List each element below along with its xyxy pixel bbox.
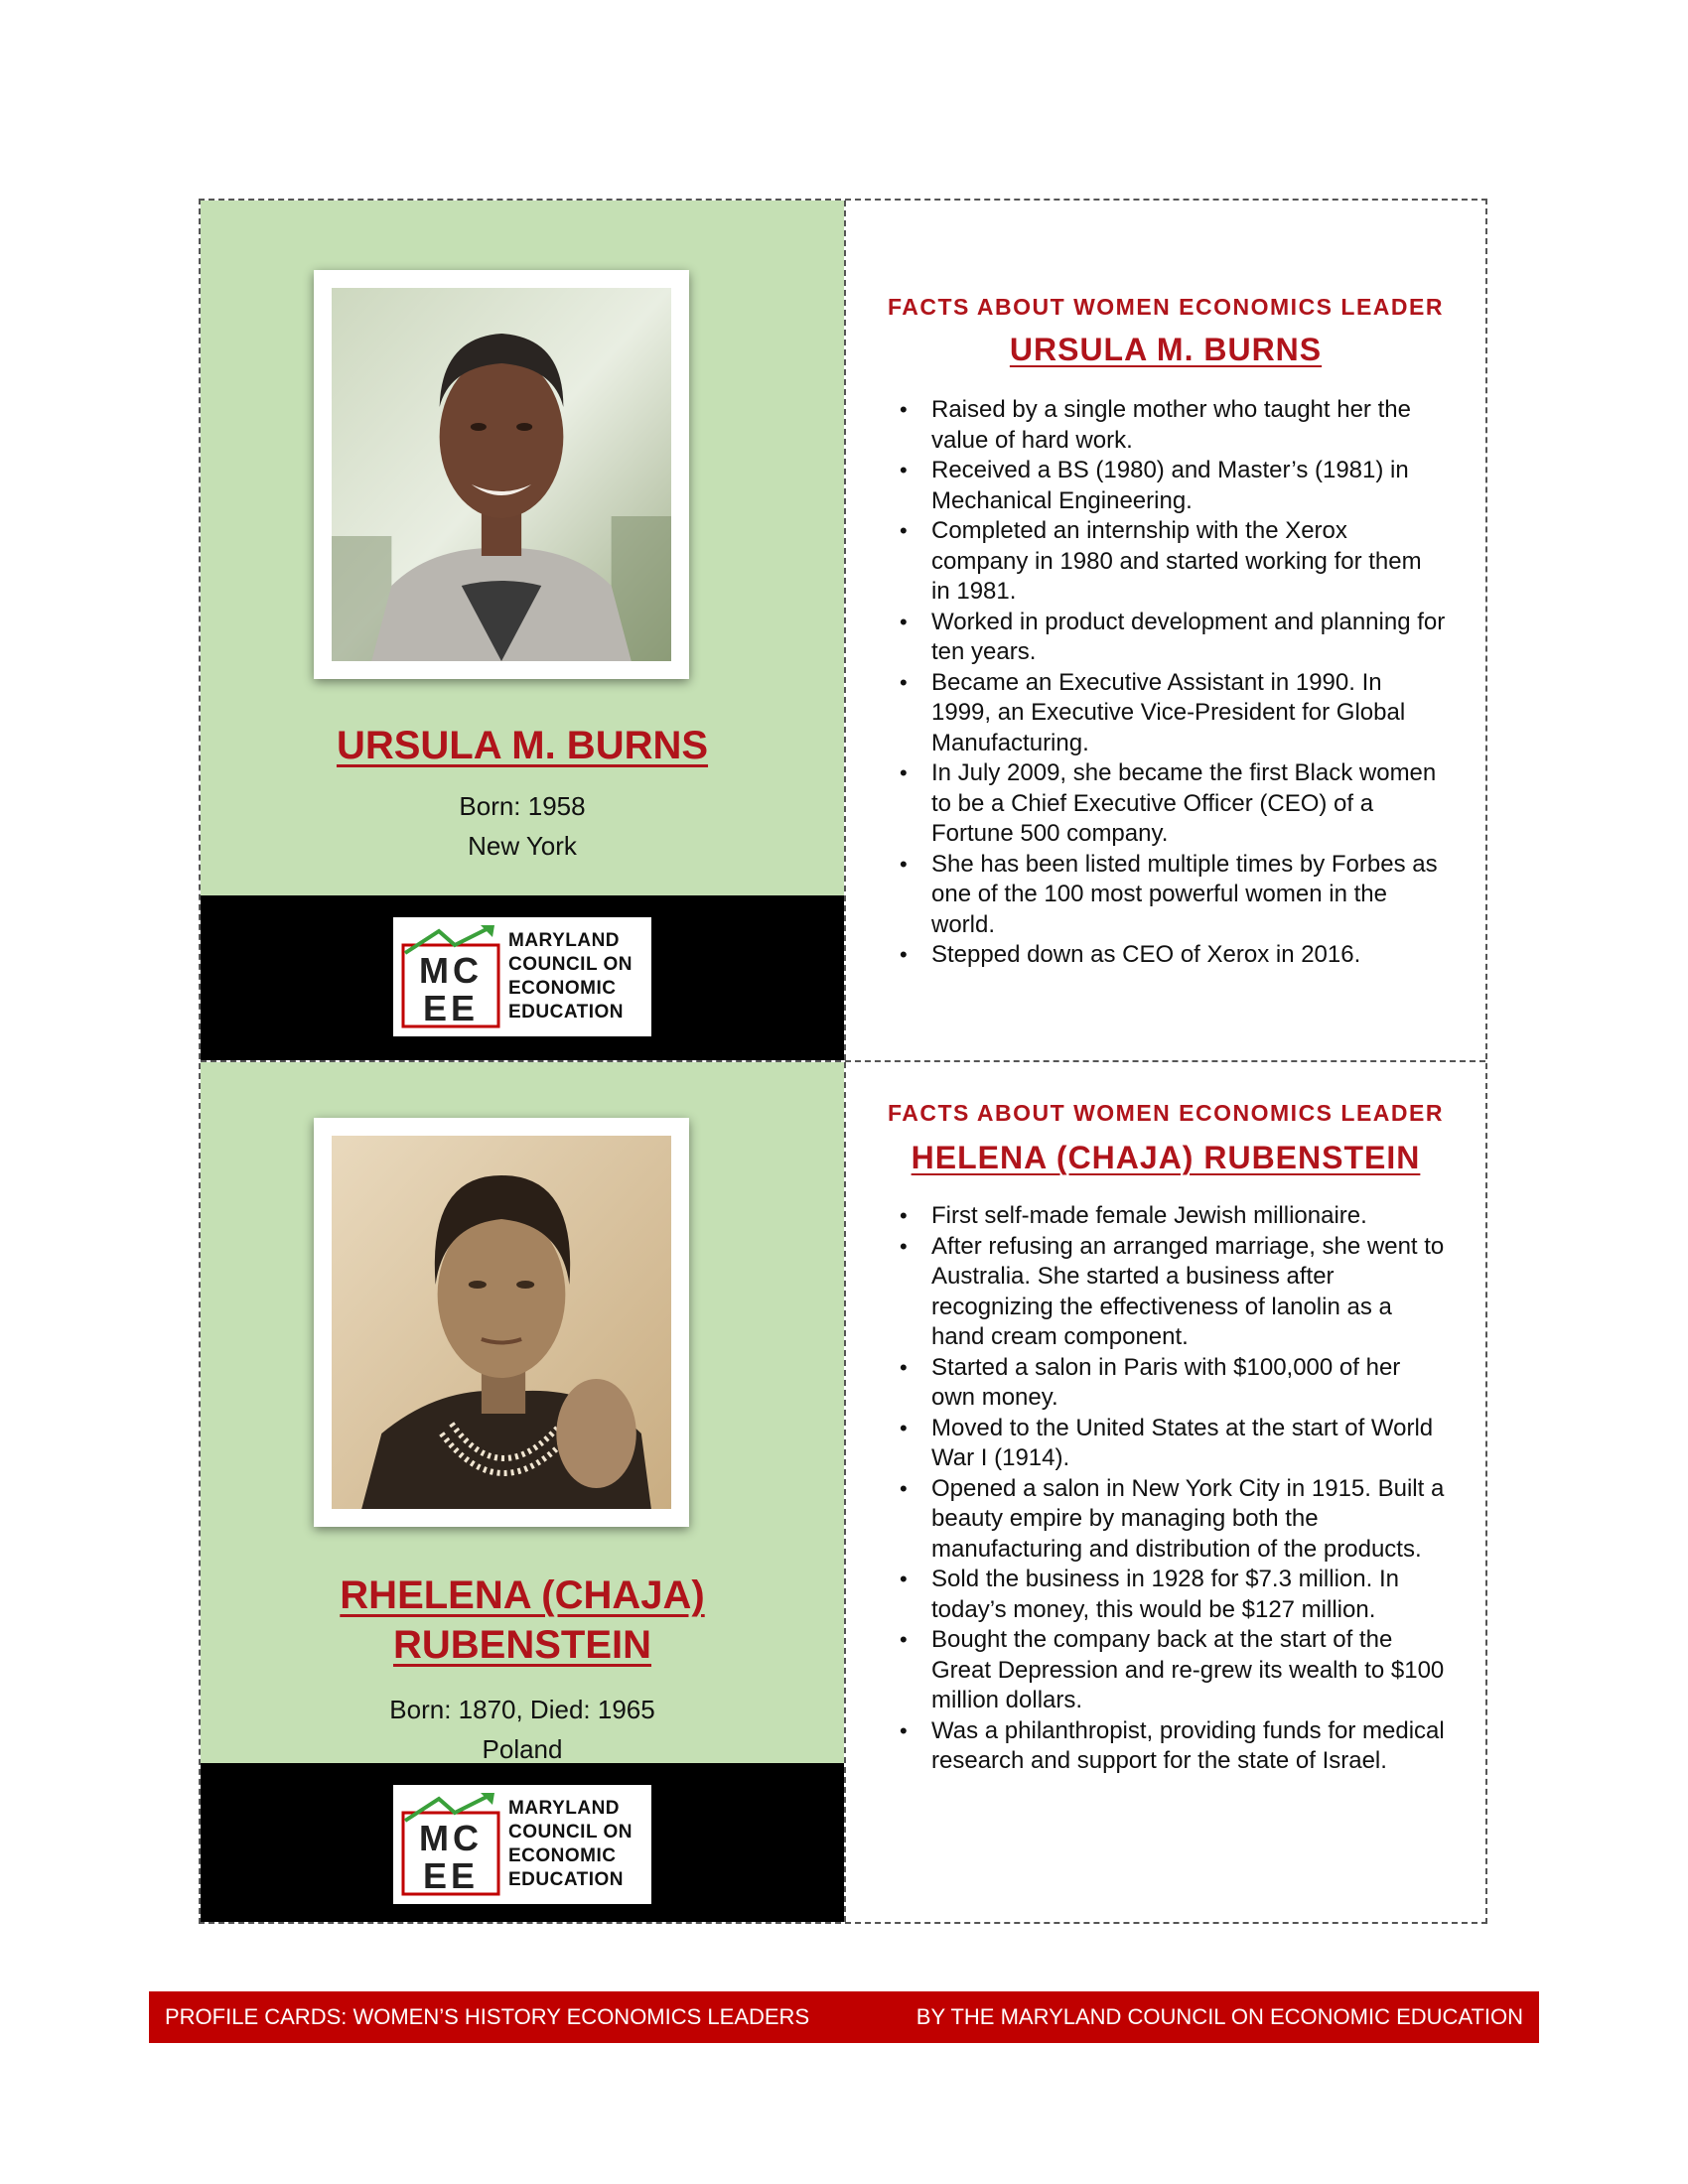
profile-cards-sheet	[199, 199, 1487, 1924]
page-footer	[149, 1991, 1539, 2043]
birth-info: Born: 1958	[459, 791, 586, 821]
card-left-panel	[201, 1062, 846, 1922]
logo-text-line: EDUCATION	[508, 1869, 625, 1890]
card-facts-panel	[846, 201, 1485, 1060]
card-left-panel	[201, 201, 846, 1060]
person-name-line: RUBENSTEIN	[392, 1623, 652, 1667]
portrait-frame	[314, 1118, 689, 1527]
fact-item: • Sold the business in 1928 for $7.3 million. In today’s money, this would be $127 million.	[900, 1565, 1446, 1625]
fact-item: • Worked in product development and planning for ten years.	[900, 608, 1446, 668]
person-name	[201, 1570, 844, 1670]
logo-text-line: ECONOMIC	[508, 1845, 617, 1866]
facts-person-name: URSULA M. BURNS	[1009, 332, 1323, 367]
fact-item: • Stepped down as CEO of Xerox in 2016.	[900, 940, 1446, 971]
birth-info: Born: 1870, Died: 1965	[389, 1695, 655, 1724]
logo-mark-letters-bottom: EE	[422, 988, 480, 1028]
logo-mark-letters-top: MC	[419, 1818, 483, 1858]
facts-list	[900, 1201, 1446, 1777]
logo-mark-letters-bottom: EE	[422, 1855, 480, 1896]
mcee-logo-mark-icon	[399, 1791, 502, 1898]
fact-item: • In July 2009, she became the first Black women to be a Chief Executive Officer (CEO) of a Fortune 500 company.	[900, 758, 1446, 850]
logo-text-line: EDUCATION	[508, 1002, 625, 1023]
fact-item: • Received a BS (1980) and Master’s (1981) in Mechanical Engineering.	[900, 456, 1446, 516]
person-name	[201, 721, 844, 770]
fact-item: • Moved to the United States at the start of World War I (1914).	[900, 1414, 1446, 1474]
logo-text-line: COUNCIL ON	[508, 954, 633, 975]
fact-item: • Raised by a single mother who taught her the value of hard work.	[900, 395, 1446, 456]
fact-item: • Bought the company back at the start of the Great Depression and re-grew its wealth to $100 million dollars.	[900, 1625, 1446, 1716]
mcee-logo-mark-icon	[399, 923, 502, 1030]
logo-text-line: MARYLAND	[508, 930, 621, 951]
fact-item: • Was a philanthropist, providing funds for medical research and support for the state of Israel.	[900, 1716, 1446, 1777]
portrait-frame	[314, 270, 689, 679]
mcee-logo	[393, 917, 651, 1036]
birth-place: Poland	[482, 1734, 563, 1764]
fact-item: • Opened a salon in New York City in 1915. Built a beauty empire by managing both the manufacturing and distribution of the products.	[900, 1474, 1446, 1566]
mcee-logo	[393, 1785, 651, 1904]
fact-item: • Started a salon in Paris with $100,000 of her own money.	[900, 1353, 1446, 1414]
logo-text	[502, 1797, 633, 1892]
portrait-photo	[332, 1136, 671, 1509]
portrait-photo	[332, 288, 671, 661]
fact-item: • Completed an internship with the Xerox company in 1980 and started working for them in 1981.	[900, 516, 1446, 608]
logo-text-line: MARYLAND	[508, 1798, 621, 1819]
facts-heading: FACTS ABOUT WOMEN ECONOMICS LEADER	[888, 1100, 1444, 1126]
facts-person-name: HELENA (CHAJA) RUBENSTEIN	[911, 1140, 1421, 1175]
footer-credit: BY THE MARYLAND COUNCIL ON ECONOMIC EDUCATION	[915, 2004, 1523, 2029]
fact-item: • She has been listed multiple times by Forbes as one of the 100 most powerful women in the world.	[900, 850, 1446, 941]
logo-text-line: COUNCIL ON	[508, 1822, 633, 1843]
facts-list	[900, 395, 1446, 971]
person-name-line: RHELENA (CHAJA)	[340, 1573, 705, 1617]
profile-card-rubenstein	[201, 1062, 1485, 1922]
footer-title: PROFILE CARDS: WOMEN’S HISTORY ECONOMICS LEADERS	[165, 2004, 810, 2029]
birth-place: New York	[468, 831, 577, 861]
fact-item: • First self-made female Jewish millionaire.	[900, 1201, 1446, 1232]
person-meta	[201, 786, 844, 866]
logo-mark-letters-top: MC	[419, 950, 483, 991]
facts-heading: FACTS ABOUT WOMEN ECONOMICS LEADER	[888, 294, 1444, 320]
card-facts-panel	[846, 1062, 1485, 1922]
fact-item: • After refusing an arranged marriage, she went to Australia. She started a business after recognizing the effectiveness of lanolin as a hand cream component.	[900, 1232, 1446, 1353]
person-meta	[201, 1690, 844, 1769]
logo-text	[502, 929, 633, 1024]
profile-card-burns	[201, 201, 1485, 1062]
logo-text-line: ECONOMIC	[508, 978, 617, 999]
person-name-line: URSULA M. BURNS	[336, 724, 709, 767]
fact-item: • Became an Executive Assistant in 1990. In 1999, an Executive Vice-President for Global Manufacturing.	[900, 668, 1446, 759]
